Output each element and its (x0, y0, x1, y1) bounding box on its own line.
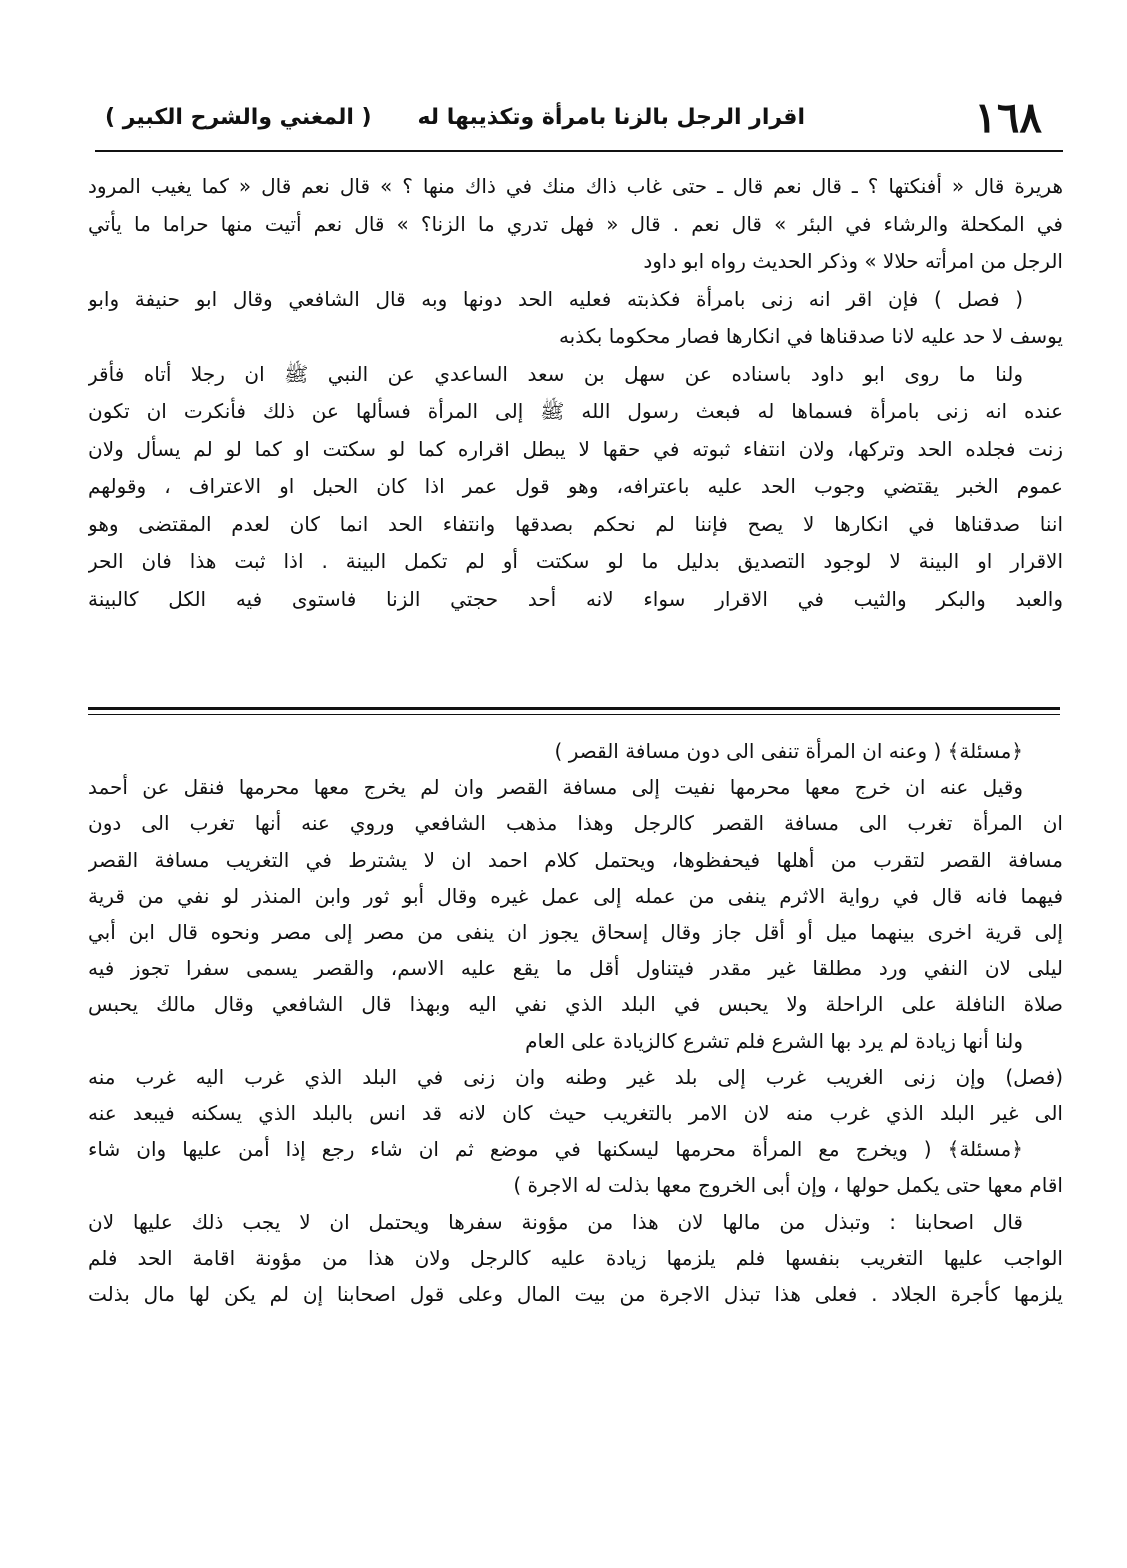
text-line: الواجب عليها التغريب بنفسها فلم يلزمها زيادة عليه كالرجل ولان هذا من مؤونة اقامة الحد فلم (88, 1245, 1063, 1270)
book-title: ( المغني والشرح الكبير ) (105, 105, 372, 130)
text-line: اننا صدقناها في انكارها لا يصح فإننا لم نحكم بصدقها وانتفاء الحد انما كان لعدم المقتضى وهو (88, 511, 1063, 536)
text-line: الرجل من امرأته حلالا » وذكر الحديث رواه ابو داود (643, 249, 1063, 273)
text-line: ولنا أنها زيادة لم يرد بها الشرع فلم تشرع كالزيادة على العام (525, 1028, 1023, 1053)
text-line: إلى قرية اخرى بينهما ميل أو أقل جاز وقال إسحاق يجوز ان ينفى من مصر إلى مصر ونحوه قال ابن أبي (88, 920, 1063, 945)
text-line: الى غير البلد الذي غرب منه لان الامر بالتغريب حيث كان لانه قد انس بالبلد الذي يسكنه فيبعد عنه (88, 1101, 1063, 1126)
text-line: ليلى لان النفي ورد مطلقا غير مقدر فيتناول أقل ما يقع عليه الاسم، والقصر يسمى سفرا تجوز فيه (88, 956, 1063, 981)
text-line: ان المرأة تغرب الى مسافة القصر كالرجل وهذا مذهب الشافعي وروي عنه أنها تغرب الى دون (88, 811, 1063, 836)
text-line: ولنا ما روى ابو داود باسناده عن سهل بن سعد الساعدي عن النبي ﷺ ان رجلا أتاه فأقر (88, 361, 1023, 386)
text-line: ﴿مسئلة﴾ ( وعنه ان المرأة تنفى الى دون مسافة القصر ) (554, 739, 1023, 763)
text-line: قال اصحابنا : وتبذل من مالها لان هذا من مؤونة سفرها ويحتمل ان لا يجب ذلك عليها لان (88, 1209, 1023, 1234)
text-line: وقيل عنه ان خرج معها محرمها نفيت إلى مسافة القصر وان لم يخرج معها محرمها فنقل عن أحمد (88, 775, 1023, 800)
text-line: والعبد والبكر والثيب في الاقرار سواء لانه أحد حجتي الزنا فاستوى فيه الكل كالبينة (88, 586, 1063, 611)
page-number: ١٦٨ (974, 93, 1042, 142)
lower-text-block (88, 733, 1063, 1312)
text-line: صلاة النافلة على الراحلة ولا يحبس في البلد الذي نفي اليه وبهذا قال الشافعي وقال مالك يحبس (88, 992, 1063, 1017)
text-line: اقام معها حتى يكمل حولها ، وإن أبى الخروج معها بذلت له الاجرة ) (513, 1173, 1063, 1198)
text-line: عموم الخبر يقتضي وجوب الحد عليه باعترافه، وهو قول عمر اذا كان الحبل او الاعتراف ، وقولهم (88, 474, 1063, 498)
text-line: عنده انه زنى بامرأة فسماها له فبعث رسول الله ﷺ إلى المرأة فسألها عن ذلك فأنكرت ان تكون (88, 399, 1063, 423)
text-line: (فصل) وإن زنى الغريب غرب إلى بلد غير وطنه وان زنى في البلد الذي غرب اليه غرب منه (88, 1064, 1063, 1089)
text-line: زنت فجلده الحد وتركها، ولان انتفاء ثبوته في حقها لا يبطل اقراره كما لو سكتت او كما لو لم يسأل ولان (88, 436, 1063, 461)
header-rule (95, 150, 1063, 152)
text-line: يلزمها كأجرة الجلاد . فعلى هذا تبذل الاجرة من بيت المال وعلى قول اصحابنا إن لم يكن لها مال بذلت (88, 1282, 1063, 1307)
running-title: اقرار الرجل بالزنا بامرأة وتكذيبها له (417, 105, 805, 130)
text-line: ( فصل ) فإن اقر انه زنى بامرأة فكذبته فعليه الحد دونها وبه قال الشافعي وقال ابو حنيفة وابو (88, 286, 1023, 311)
text-line: الاقرار او البينة لا لوجود التصديق بدليل ما لو سكتت أو لم تكمل البينة . اذا ثبت هذا فان الحر (88, 549, 1063, 573)
page-header (95, 92, 1050, 144)
text-line: يوسف لا حد عليه لانا صدقناها في انكارها فصار محكوما بكذبه (558, 324, 1063, 348)
text-line: مسافة القصر لتقرب من أهلها فيحفظوها، ويحتمل كلام احمد ان لا يشترط في التغريب مسافة القصر (88, 847, 1063, 872)
text-line: فيهما فانه قال في رواية الاثرم ينفى من عمله إلى عمل غيره وقال أبو ثور وابن المنذر لو نفي من قرية (88, 883, 1063, 908)
section-divider (88, 707, 1060, 710)
text-line: هريرة قال « أفنكتها ؟ ـ قال نعم قال ـ حتى غاب ذاك منك في ذاك منها ؟ » قال نعم قال « كما يغيب المرود (88, 174, 1063, 198)
text-line: في المكحلة والرشاء في البئر » قال نعم . قال « فهل تدري ما الزنا؟ » قال نعم أتيت منها حراما ما يأتي (88, 211, 1063, 236)
text-line: ﴿مسئلة﴾ ( ويخرج مع المرأة محرمها ليسكنها في موضع ثم ان شاء رجع إذا أمن عليها وان شاء (88, 1137, 1023, 1162)
section-divider-thin (88, 714, 1060, 715)
upper-text-block (88, 168, 1063, 618)
